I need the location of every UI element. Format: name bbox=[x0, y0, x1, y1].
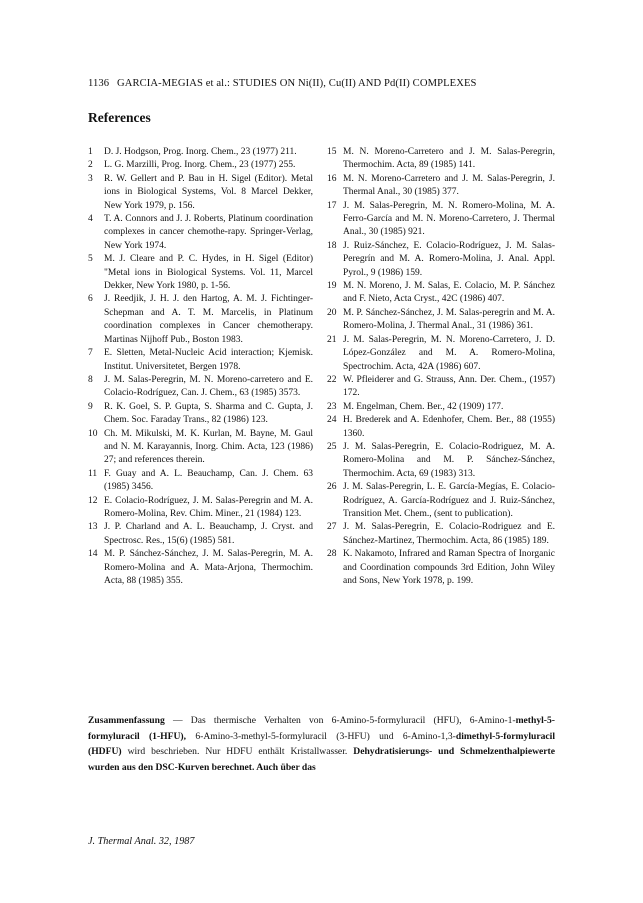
reference-text: M. N. Moreno, J. M. Salas, E. Colacio, M. P. Sánchez and F. Nieto, Acta Cryst., 42C (1986) 407. bbox=[343, 281, 555, 305]
reference-number: 17 bbox=[327, 200, 337, 211]
reference-item bbox=[327, 307, 555, 334]
reference-item bbox=[88, 401, 313, 428]
reference-item bbox=[88, 347, 313, 374]
reference-text: R. K. Goel, S. P. Gupta, S. Sharma and C. Gupta, J. Chem. Soc. Faraday Trans., 82 (1986) 123. bbox=[104, 401, 313, 426]
summary-text-2: methyl-5-formyluracil (1-HFU), bbox=[88, 715, 555, 742]
reference-item bbox=[327, 146, 555, 173]
reference-number: 4 bbox=[88, 214, 93, 225]
reference-item bbox=[327, 481, 555, 521]
reference-item bbox=[88, 374, 313, 401]
reference-number: 9 bbox=[88, 401, 93, 412]
reference-item bbox=[88, 495, 313, 522]
reference-number: 18 bbox=[327, 240, 337, 251]
reference-text: M. J. Cleare and P. C. Hydes, in H. Sigel (Editor) "Metal ions in Biological Systems. Vol. 11, Marcel Dekker, New York 1980, p. 1-56. bbox=[104, 254, 313, 292]
reference-number: 27 bbox=[327, 522, 337, 533]
journal-footer: J. Thermal Anal. 32, 1987 bbox=[88, 836, 195, 847]
running-head bbox=[88, 78, 568, 89]
reference-number: 26 bbox=[327, 482, 337, 493]
reference-text: M. N. Moreno-Carretero and J. M. Salas-Peregrin, Thermochim. Acta, 89 (1985) 141. bbox=[343, 147, 555, 171]
reference-text: M. Engelman, Chem. Ber., 42 (1909) 177. bbox=[343, 401, 504, 412]
reference-text: J. M. Salas-Peregrin, M. N. Romero-Molina, M. A. Ferro-García and M. N. Moreno-Carretero, J. Thermal Anal., 30 (1985) 921. bbox=[343, 200, 555, 238]
reference-number: 14 bbox=[88, 549, 98, 560]
reference-text: J. Ruiz-Sánchez, E. Colacio-Rodríguez, J. M. Salas-Peregrín and M. A. Romero-Molina, J. Anal. Appl. Pyrol., 9 (1986) 159. bbox=[343, 240, 555, 278]
reference-text: J. M. Salas-Peregrin, M. N. Moreno-carretero and E. Colacio-Rodríguez, Can. J. Chem., 63 (1985) 3573. bbox=[104, 374, 313, 399]
reference-text: Ch. M. Mikulski, M. K. Kurlan, M. Bayne, M. Gaul and N. M. Karayannis, Inorg. Chim. Acta, 123 (1986) 27; and references therein. bbox=[104, 428, 313, 466]
reference-number: 2 bbox=[88, 160, 93, 171]
reference-item bbox=[88, 428, 313, 468]
reference-number: 22 bbox=[327, 374, 337, 385]
summary-text-4: dimethyl-5-formyluracil (HDFU) bbox=[88, 730, 555, 758]
summary-text-3: 6-Amino-3-methyl-5-formyluracil (3-HFU) und 6-Amino-1,3- bbox=[186, 730, 456, 742]
reference-number: 6 bbox=[88, 294, 93, 305]
reference-number: 20 bbox=[327, 307, 337, 318]
reference-item bbox=[327, 414, 555, 441]
reference-item bbox=[327, 200, 555, 240]
reference-text: J. M. Salas-Peregrin, M. N. Moreno-Carretero, J. D. López-González and M. A. Romero-Molina, Spectrochim. Acta, 42A (1986) 607. bbox=[343, 334, 555, 372]
reference-number: 8 bbox=[88, 374, 93, 385]
reference-item bbox=[327, 401, 555, 414]
reference-item bbox=[327, 441, 555, 481]
reference-item bbox=[88, 213, 313, 253]
summary-dash: — bbox=[164, 715, 191, 726]
reference-text: M. N. Moreno-Carretero and J. M. Salas-Peregrin, J. Thermal Anal., 30 (1985) 377. bbox=[343, 173, 555, 198]
reference-item bbox=[327, 334, 555, 374]
reference-text: F. Guay and A. L. Beauchamp, Can. J. Chem. 63 (1985) 3456. bbox=[104, 468, 313, 493]
reference-item bbox=[327, 374, 555, 401]
reference-number: 3 bbox=[88, 173, 93, 184]
reference-number: 19 bbox=[327, 281, 337, 292]
reference-text: M. P. Sánchez-Sánchez, J. M. Salas-peregrin and M. A. Romero-Molina, J. Thermal Anal., 31 (1986) 361. bbox=[343, 307, 555, 332]
reference-number: 13 bbox=[88, 522, 98, 533]
reference-text: H. Brederek and A. Edenhofer, Chem. Ber., 88 (1955) 1360. bbox=[343, 415, 555, 439]
reference-number: 7 bbox=[88, 348, 93, 359]
reference-text: J. Reedjik, J. H. J. den Hartog, A. M. J. Fichtinger-Schepman and A. T. M. Marcelis, in Platinum coordination complexes in Cancer chemotherapy. Martinas Nijhoff Pub., Boston 1983. bbox=[104, 294, 313, 345]
reference-number: 21 bbox=[327, 334, 337, 345]
section-title: References bbox=[88, 110, 151, 125]
reference-item bbox=[327, 173, 555, 200]
reference-item bbox=[88, 146, 313, 159]
reference-number: 16 bbox=[327, 173, 337, 184]
summary-paragraph bbox=[88, 713, 555, 775]
reference-text: L. G. Marzilli, Prog. Inorg. Chem., 23 (1977) 255. bbox=[104, 160, 296, 171]
reference-number: 10 bbox=[88, 428, 98, 439]
reference-item bbox=[327, 521, 555, 548]
reference-item bbox=[88, 173, 313, 213]
reference-item bbox=[88, 521, 313, 548]
reference-item bbox=[88, 293, 313, 347]
reference-text: E. Colacio-Rodríguez, J. M. Salas-Peregrin and M. A. Romero-Molina, Rev. Chim. Miner., 21 (1984) 123. bbox=[104, 495, 313, 519]
reference-text: K. Nakamoto, Infrared and Raman Spectra of Inorganic and Coordination compounds 3rd Edition, John Wiley and Sons, New York 1978, p. 199. bbox=[343, 549, 555, 586]
reference-number: 5 bbox=[88, 254, 93, 265]
reference-item bbox=[88, 468, 313, 495]
reference-number: 25 bbox=[327, 441, 337, 452]
reference-number: 11 bbox=[88, 468, 98, 479]
reference-text: R. W. Gellert and P. Bau in H. Sigel (Editor). Metal ions in Biological Systems, Vol. 8 Marcel Dekker, New York 1979, p. 156. bbox=[104, 173, 313, 211]
reference-item bbox=[88, 253, 313, 293]
running-title: GARCIA-MEGIAS et al.: STUDIES ON Ni(II), Cu(II) AND Pd(II) COMPLEXES bbox=[116, 78, 477, 89]
references-right-column bbox=[327, 146, 555, 588]
reference-text: J. M. Salas-Peregrin, L. E. García-Megías, E. Colacio-Rodríguez, A. García-Rodríguez and J. Ruiz-Sánchez, Transition Met. Chem., (sent to publication). bbox=[343, 482, 555, 519]
reference-number: 24 bbox=[327, 415, 337, 426]
summary-text-1: Das thermische Verhalten von 6-Amino-5-formyluracil (HFU), 6-Amino-1- bbox=[190, 715, 516, 726]
reference-text: E. Sletten, Metal-Nucleic Acid interaction; Kjemisk. Institut. Universitetet, Bergen 1978. bbox=[104, 348, 313, 372]
reference-item bbox=[88, 548, 313, 588]
summary-label: Zusammenfassung bbox=[88, 715, 165, 726]
reference-number: 23 bbox=[327, 401, 337, 412]
reference-text: T. A. Connors and J. J. Roberts, Platinum coordination complexes in cancer chemothe-rapy. Springer-Verlag, New York 1974. bbox=[104, 214, 313, 251]
summary-text-6: Dehydratisierungs- und Schmelzenthalpiewerte wurden aus den DSC-Kurven berechnet. Auch über das bbox=[88, 746, 555, 773]
summary-text-5: wird beschrieben. Nur HDFU enthält Kristallwasser. bbox=[121, 746, 354, 758]
reference-item bbox=[327, 548, 555, 588]
reference-number: 12 bbox=[88, 495, 98, 506]
references-left-column bbox=[88, 146, 313, 588]
reference-item bbox=[327, 280, 555, 307]
reference-item bbox=[327, 240, 555, 280]
reference-number: 28 bbox=[327, 549, 337, 560]
reference-text: W. Pfleiderer and G. Strauss, Ann. Der. Chem., (1957) 172. bbox=[343, 374, 555, 399]
reference-text: J. M. Salas-Peregrin, E. Colacio-Rodriguez and E. Sánchez-Martinez, Thermochim. Acta, 86 (1985) 189. bbox=[343, 522, 555, 546]
reference-text: D. J. Hodgson, Prog. Inorg. Chem., 23 (1977) 211. bbox=[104, 147, 297, 157]
reference-number: 1 bbox=[88, 147, 93, 157]
reference-text: J. M. Salas-Peregrin, E. Colacio-Rodriguez, M. A. Romero-Molina and M. P. Sánchez-Sánchez, Thermochim. Acta, 69 (1983) 313. bbox=[343, 441, 555, 479]
reference-number: 15 bbox=[327, 147, 337, 157]
reference-text: M. P. Sánchez-Sánchez, J. M. Salas-Peregrin, M. A. Romero-Molina and A. Mata-Arjona, Thermochim. Acta, 88 (1985) 355. bbox=[104, 549, 313, 586]
page-number: 1136 bbox=[88, 78, 110, 89]
reference-text: J. P. Charland and A. L. Beauchamp, J. Cryst. and Spectrosc. Res., 15(6) (1985) 581. bbox=[104, 522, 313, 546]
reference-item bbox=[88, 159, 313, 172]
